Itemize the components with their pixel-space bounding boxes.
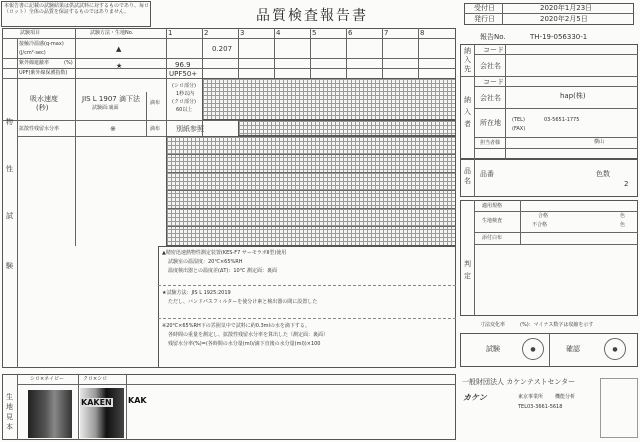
footer-tel: TEL03-3661-5618 [518, 404, 563, 410]
supplier-section-label: 者 [464, 120, 471, 128]
report-no-label: 報告No. [480, 33, 506, 41]
row-item: 拡散性残留水分率 [19, 126, 60, 132]
report-no: TH-19-056330-1 [530, 33, 588, 41]
sample-label: 本 [6, 423, 13, 431]
row-value: 0.207 [212, 45, 233, 53]
supplier-section-label: 入 [464, 108, 471, 116]
row-item: 吸水速度 [30, 95, 58, 103]
issued-label: 発行日 [474, 15, 495, 23]
note-line: 各時間の重量を測定し、拡散性残留水分率を算出した（測定面：裏面） [168, 332, 329, 338]
code2-label: コード [483, 78, 504, 86]
swatch-text: KAKEN [81, 398, 112, 407]
change-label: 寸法変化率 [480, 322, 506, 328]
fax-label: (FAX) [512, 126, 526, 132]
fail-option[interactable]: 不合格 [532, 222, 548, 228]
company2-value: hap(株) [560, 92, 586, 100]
swatch-text: KAK [128, 396, 147, 405]
note-line: ★試験方法：JIS L 1925:2019 [162, 290, 231, 296]
sample-label: 生 [6, 393, 13, 401]
color-suffix: 色 [620, 222, 626, 228]
hatched-area [202, 78, 456, 120]
color-count: 2 [624, 180, 629, 188]
notice-box [1, 1, 151, 27]
side-label: 験 [6, 262, 13, 270]
note-line: ただし、バンドパスフィルターを使分け素と検出器の間に設置した [168, 299, 318, 305]
row-item: 接触冷温感(q-max) [19, 41, 64, 47]
hatched-area [238, 120, 456, 136]
judgment-label: 添付白布 [482, 235, 503, 241]
judgment-section-label: 判 [464, 260, 471, 268]
confirm-stamp: ● [604, 338, 626, 360]
recipient-section-label: 先 [464, 65, 471, 73]
column-number: 2 [204, 29, 209, 37]
row-unit: (秒) [36, 104, 49, 112]
address-label: 所在地 [480, 119, 501, 127]
row-side: 滴布 [150, 100, 161, 106]
judgment-section-label: 定 [464, 272, 471, 280]
branch-name: 東京事業所 [518, 394, 544, 400]
notice-text: 本報告書に記載の試験結果は供試試料に対するものであり、毎ロ（ロット）全体の品質を保証するものではありません。 [4, 3, 150, 15]
confirm-label: 確認 [566, 345, 580, 353]
pass-option[interactable]: 合格 [538, 213, 549, 219]
column-number: 4 [276, 29, 281, 37]
exam-label: 試験 [486, 345, 500, 353]
side-label: 性 [6, 165, 13, 173]
column-number: 6 [348, 29, 353, 37]
recipient-section-label: 納 [464, 47, 471, 55]
column-number: 7 [384, 29, 389, 37]
received-label: 受付日 [474, 4, 495, 12]
note-line: 温度検出器との温度差(ΔT)：10℃ 測定面：裏面 [168, 268, 277, 274]
fabric-swatch [28, 390, 72, 438]
row-value: 60以上 [176, 107, 193, 113]
row-method-sub: 試験面:裏面 [92, 105, 119, 111]
seal-stamp [600, 378, 638, 438]
column-number: 1 [168, 29, 173, 37]
person-label: 担当者様 [480, 140, 501, 146]
column-number: 5 [312, 29, 317, 37]
judgment-label: 適用規格 [482, 203, 503, 209]
row-value: (シロ部分) [172, 83, 196, 89]
note-line: 残留水分率(%)=(各時間の水分量(ml)/滴下直後の水分量(ml))×100 [168, 341, 321, 347]
exam-stamp: ● [522, 338, 544, 360]
side-label: 物 [6, 118, 13, 126]
product-box [460, 159, 638, 197]
side-label: 試 [6, 212, 13, 220]
column-number: 8 [420, 29, 425, 37]
product-section-label: 名 [464, 177, 471, 185]
received-date: 2020年1月23日 [540, 4, 593, 12]
fabric-swatch [80, 388, 124, 438]
row-value: (クロ部分) [172, 99, 196, 105]
row-value: 別紙参照 [176, 125, 204, 133]
sample-column-label: クロ×シロ [83, 376, 108, 382]
person-value: 横山 [594, 139, 605, 145]
row-method: JIS L 1907 滴下法 [82, 95, 140, 103]
row-method: ★ [116, 62, 123, 70]
change-note: (%)：マイナス数字は収縮を示す [520, 322, 594, 328]
recipient-section-label: 入 [464, 56, 471, 64]
note-line: ▲精密迅速熱物性測定装置(KES-F7 サーモラボⅡ型)使用 [162, 250, 287, 256]
product-section-label: 品 [464, 167, 471, 175]
hatched-area [166, 136, 456, 246]
col-item-header: 試験項目 [20, 30, 41, 36]
row-value: UPF50+ [169, 70, 198, 78]
product-number-label: 品番 [480, 170, 494, 178]
row-method: ▲ [116, 45, 122, 53]
column-number: 3 [240, 29, 245, 37]
row-unit: (%) [64, 60, 73, 66]
note-line: ※20℃×65%RH下の雰囲気中で試料に約0.3mlの水を滴下する。 [162, 323, 310, 329]
kaken-logo: カケン [463, 393, 487, 402]
row-item: UPF(紫外線保護指数) [19, 70, 68, 76]
org-name: 一般財団法人 カケンテストセンター [462, 378, 576, 386]
col-method-header: 試験方法・生地No. [90, 30, 134, 36]
row-side: 滴布 [150, 126, 161, 132]
note-line: 試験室の温湿度：20℃×65%RH [168, 259, 243, 265]
sample-label: 見 [6, 413, 13, 421]
tel-label: (TEL) [512, 117, 525, 123]
row-method: ※ [110, 125, 116, 133]
row-unit: (J/cm²·sec) [19, 50, 46, 56]
page-title: 品質検査報告書 [256, 8, 368, 24]
company-label: 会社名 [480, 62, 501, 70]
issued-date: 2020年2月5日 [540, 15, 588, 23]
color-count-label: 色数 [596, 170, 610, 178]
sample-label: 地 [6, 403, 13, 411]
judgment-label: 生地検査 [482, 218, 503, 224]
color-suffix: 色 [620, 213, 626, 219]
lab-name: 機能分析 [555, 394, 576, 400]
row-value: 96.9 [175, 61, 191, 69]
row-item: 紫外線遮蔽率 [19, 60, 50, 66]
company2-label: 会社名 [480, 94, 501, 102]
tel-value: 03-5651-1775 [544, 117, 580, 123]
supplier-section-label: 納 [464, 96, 471, 104]
sample-column-label: シロ×ネイビー [30, 376, 64, 382]
row-value: 1秒以内 [176, 91, 195, 97]
code-label: コード [483, 46, 504, 54]
